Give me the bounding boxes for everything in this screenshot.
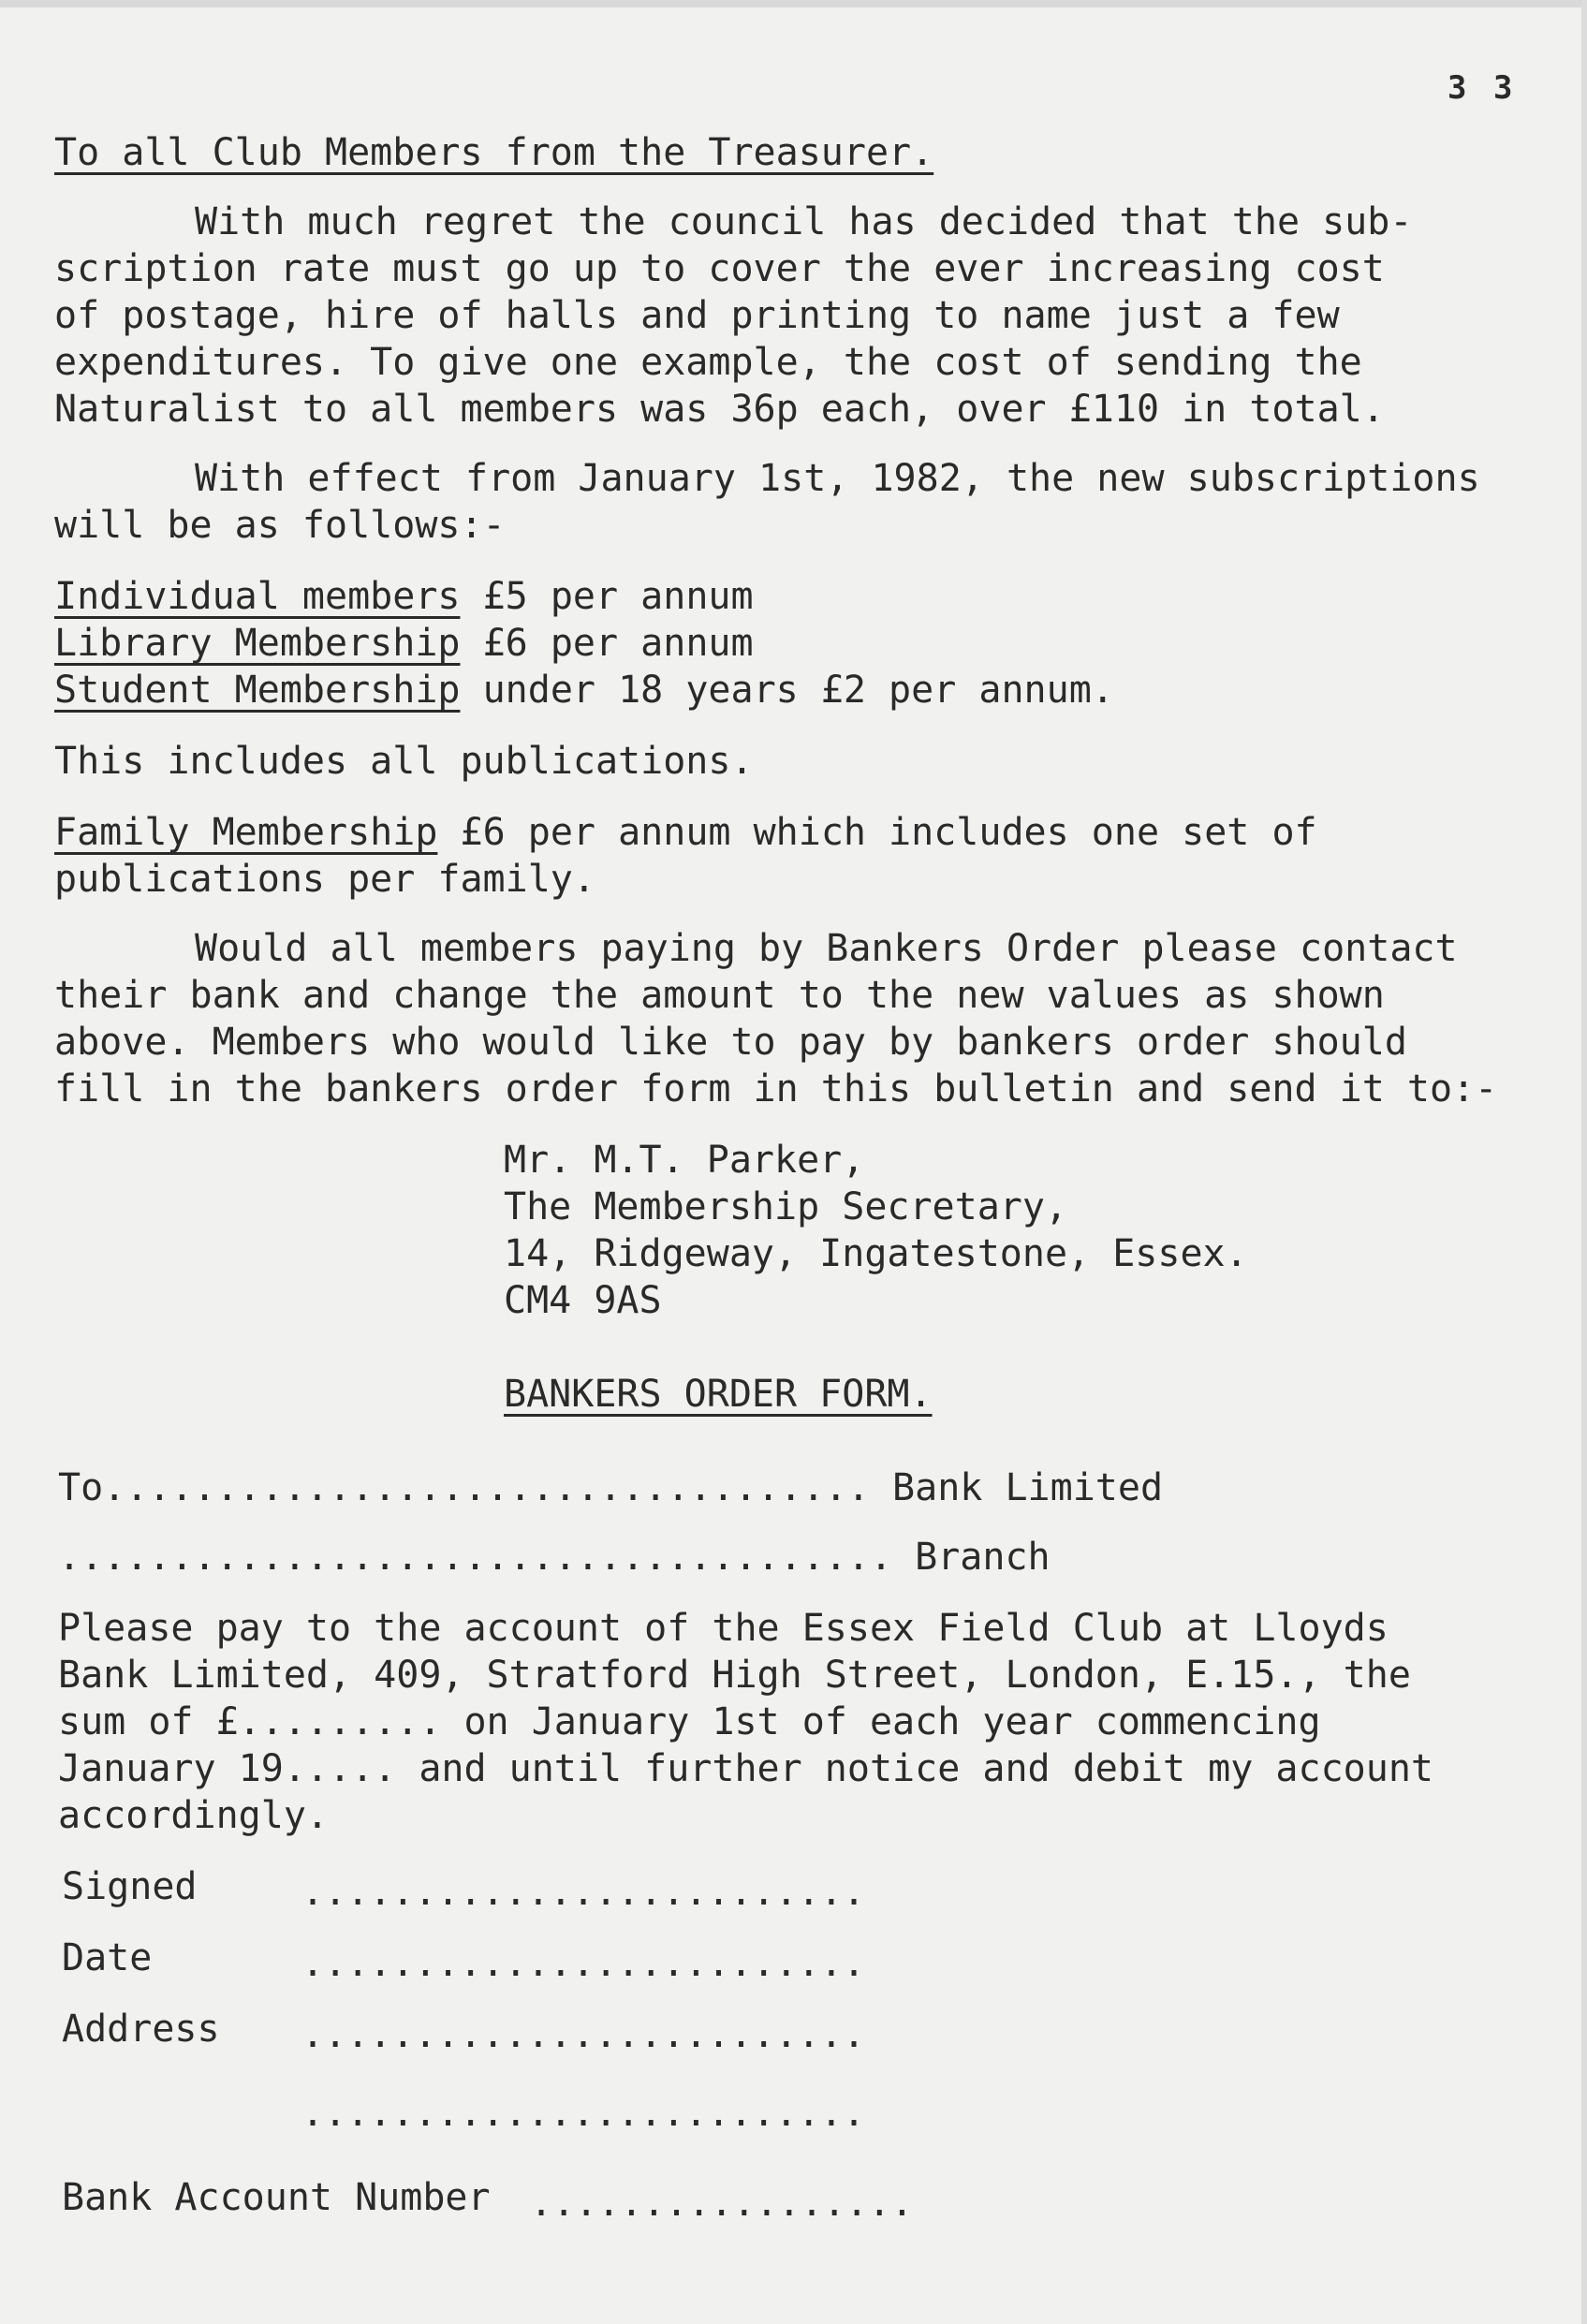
scan-edge-right xyxy=(1581,0,1587,2324)
account-dots: ................. xyxy=(530,2182,914,2225)
rate-label: Student Membership xyxy=(54,669,461,712)
form-body-line: January 19..... and until further notice and debit my account xyxy=(58,1747,1434,1790)
rate-label: Individual members xyxy=(54,575,461,618)
includes-note: This includes all publications. xyxy=(54,740,754,783)
para1-line: expenditures. To give one example, the cost of sending the xyxy=(54,341,1362,384)
para3-line: their bank and change the amount to the new values as shown xyxy=(54,974,1385,1017)
scan-edge-top xyxy=(0,0,1587,7)
address-line: The Membership Secretary, xyxy=(504,1185,1068,1228)
para1-line: Naturalist to all members was 36p each, over £110 in total. xyxy=(54,388,1385,431)
address-dots-2: ......................... xyxy=(301,2092,866,2135)
rate-label: Library Membership xyxy=(54,622,461,665)
address-line: Mr. M.T. Parker, xyxy=(504,1139,865,1182)
heading: To all Club Members from the Treasurer. xyxy=(54,131,934,174)
address-line: CM4 9AS xyxy=(504,1279,662,1322)
form-body-line: Please pay to the account of the Essex Field Club at Lloyds xyxy=(58,1607,1389,1650)
form-to-line: To.................................. Bank Limited xyxy=(58,1466,1164,1509)
family-row xyxy=(54,809,1317,856)
para1-line: With much regret the council has decided that the sub- xyxy=(195,200,1413,243)
account-label: Bank Account Number xyxy=(62,2176,491,2219)
date-label: Date xyxy=(62,1936,153,1979)
address-line: 14, Ridgeway, Ingatestone, Essex. xyxy=(504,1232,1248,1275)
para2-line: will be as follows:- xyxy=(54,504,506,547)
form-title: BANKERS ORDER FORM. xyxy=(504,1373,933,1416)
rate-value: £6 per annum xyxy=(482,622,754,665)
page-number: 3 3 xyxy=(1447,69,1517,107)
form-body-line: Bank Limited, 409, Stratford High Street, London, E.15., the xyxy=(58,1654,1411,1697)
address-dots: ......................... xyxy=(301,2013,866,2056)
form-body-line: sum of £......... on January 1st of each year commencing xyxy=(58,1700,1321,1743)
rate-row xyxy=(54,620,754,667)
rate-row xyxy=(54,667,1114,713)
family-line2: publications per family. xyxy=(54,858,595,901)
para3-line: fill in the bankers order form in this bulletin and send it to:- xyxy=(54,1067,1498,1111)
signed-label: Signed xyxy=(62,1865,198,1908)
date-dots: ......................... xyxy=(301,1942,866,1985)
para3-line: Would all members paying by Bankers Order please contact xyxy=(195,927,1458,970)
family-label: Family Membership xyxy=(54,811,438,854)
rate-row xyxy=(54,573,754,620)
rate-value: £5 per annum xyxy=(482,575,754,618)
form-branch-line: ..................................... Branch xyxy=(58,1536,1051,1579)
para3-line: above. Members who would like to pay by bankers order should xyxy=(54,1021,1407,1064)
rate-value: under 18 years £2 per annum. xyxy=(482,669,1114,712)
form-body-line: accordingly. xyxy=(58,1794,329,1837)
para2-line: With effect from January 1st, 1982, the new subscriptions xyxy=(195,457,1480,500)
family-value: £6 per annum which includes one set of xyxy=(460,811,1317,854)
address-label: Address xyxy=(62,2008,220,2051)
signed-dots: ......................... xyxy=(301,1871,866,1914)
para1-line: of postage, hire of halls and printing to name just a few xyxy=(54,294,1340,337)
para1-line: scription rate must go up to cover the ever increasing cost xyxy=(54,247,1385,290)
